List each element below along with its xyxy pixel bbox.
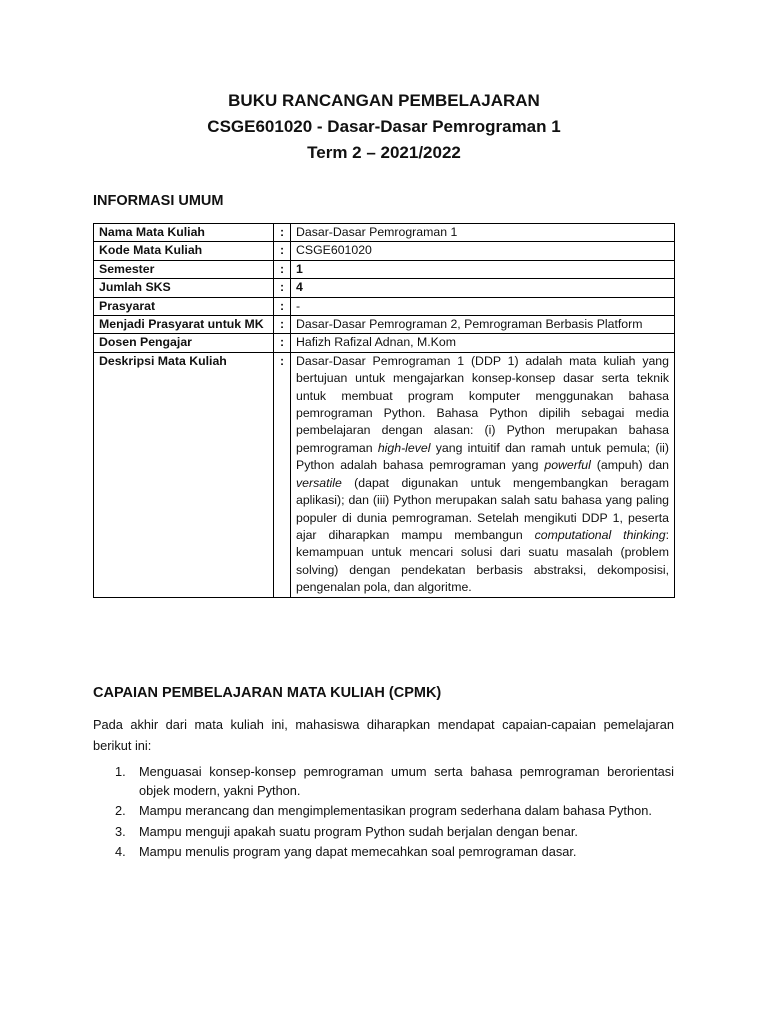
row-value: CSGE601020 — [291, 242, 675, 260]
description-text: (dapat digunakan untuk mengembangkan beragam aplikasi); dan (iii) Python merupakan salah satu bahasa yang paling populer di dunia pemrograman. Setelah mengikuti DDP 1, peserta ajar diharapkan mampu membangun — [296, 475, 669, 542]
list-item-number: 2. — [115, 803, 126, 818]
table-row — [94, 279, 675, 297]
cpmk-intro-paragraph: Pada akhir dari mata kuliah ini, mahasiswa diharapkan mendapat capaian-capaian pemelajaran berikut ini: — [93, 717, 674, 753]
row-separator: : — [274, 279, 291, 297]
list-item-text: Mampu menguji apakah suatu program Python sudah berjalan dengan benar. — [139, 823, 578, 839]
list-item-text: Mampu merancang dan mengimplementasikan program sederhana dalam bahasa Python. — [139, 803, 652, 818]
list-item-text: Menguasai konsep-konsep pemrograman umum serta bahasa pemrograman berorientasi objek modern, yakni Python. — [139, 764, 674, 798]
title-line-2: CSGE601020 - Dasar-Dasar Pemrograman 1 — [207, 117, 561, 136]
list-item-text: Mampu menulis program yang dapat memecahkan soal pemrograman dasar. — [139, 844, 577, 859]
list-item — [93, 763, 674, 800]
row-label: Deskripsi Mata Kuliah — [94, 352, 274, 597]
description-text: (ampuh) dan — [590, 458, 670, 473]
row-separator: : — [274, 224, 291, 242]
list-item — [93, 843, 674, 862]
row-separator: : — [274, 352, 291, 597]
description-emphasis: computational thinking — [534, 527, 666, 542]
row-label: Prasyarat — [94, 297, 274, 315]
title-line-3: Term 2 – 2021/2022 — [307, 143, 461, 162]
description-text: : kemampuan untuk mencari solusi dari suatu masalah (problem solving) dengan pendekatan berbasis abstraksi, dekomposisi, pengenalan pola, dan algoritme. — [296, 527, 669, 595]
table-row — [94, 316, 675, 334]
row-label: Dosen Pengajar — [94, 334, 274, 352]
table-row — [94, 242, 675, 260]
description-emphasis: powerful — [544, 458, 591, 473]
row-value: Dasar-Dasar Pemrograman 1 — [291, 224, 675, 242]
row-value: 4 — [291, 279, 675, 297]
row-separator: : — [274, 316, 291, 334]
row-value: 1 — [291, 260, 675, 278]
row-label: Nama Mata Kuliah — [94, 224, 274, 242]
section-heading-cpmk: CAPAIAN PEMBELAJARAN MATA KULIAH (CPMK) — [93, 685, 442, 701]
table-row — [94, 352, 675, 597]
row-label: Semester — [94, 260, 274, 278]
row-value: Dasar-Dasar Pemrograman 2, Pemrograman Berbasis Platform — [291, 316, 675, 334]
row-label: Menjadi Prasyarat untuk MK — [94, 316, 274, 334]
row-label: Jumlah SKS — [94, 279, 274, 297]
list-item-number: 1. — [115, 764, 126, 779]
row-value: - — [291, 297, 675, 315]
row-separator: : — [274, 297, 291, 315]
section-heading-informasi-umum: INFORMASI UMUM — [93, 193, 224, 209]
table-row — [94, 297, 675, 315]
description-text: Dasar-Dasar Pemrograman 1 (DDP 1) adalah mata kuliah yang bertujuan untuk mengajarkan konsep-konsep dasar serta teknik untuk membuat program komputer menggunakan bahasa pemrograman Python. Bahasa Python dipilih sebagai media pembelajaran dengan alasan: (i) Python merupakan bahasa pemrograman — [296, 353, 669, 455]
title-line-1: BUKU RANCANGAN PEMBELAJARAN — [228, 91, 540, 110]
list-item-number: 4. — [115, 844, 126, 859]
description-emphasis: versatile — [296, 475, 342, 490]
row-value: Hafizh Rafizal Adnan, M.Kom — [291, 334, 675, 352]
course-description — [291, 352, 675, 597]
description-text: yang intuitif dan ramah untuk pemula; (ii) Python adalah bahasa pemrograman yang — [296, 440, 670, 473]
row-label: Kode Mata Kuliah — [94, 242, 274, 260]
description-emphasis: high-level — [377, 440, 431, 455]
list-item — [93, 802, 674, 821]
course-info-table — [93, 223, 675, 598]
cpmk-list — [93, 763, 674, 864]
table-row — [94, 260, 675, 278]
row-separator: : — [274, 334, 291, 352]
list-item-number: 3. — [115, 823, 126, 839]
list-item — [93, 823, 674, 842]
row-separator: : — [274, 260, 291, 278]
table-row — [94, 334, 675, 352]
row-separator: : — [274, 242, 291, 260]
table-row — [94, 224, 675, 242]
document-title — [0, 88, 768, 166]
